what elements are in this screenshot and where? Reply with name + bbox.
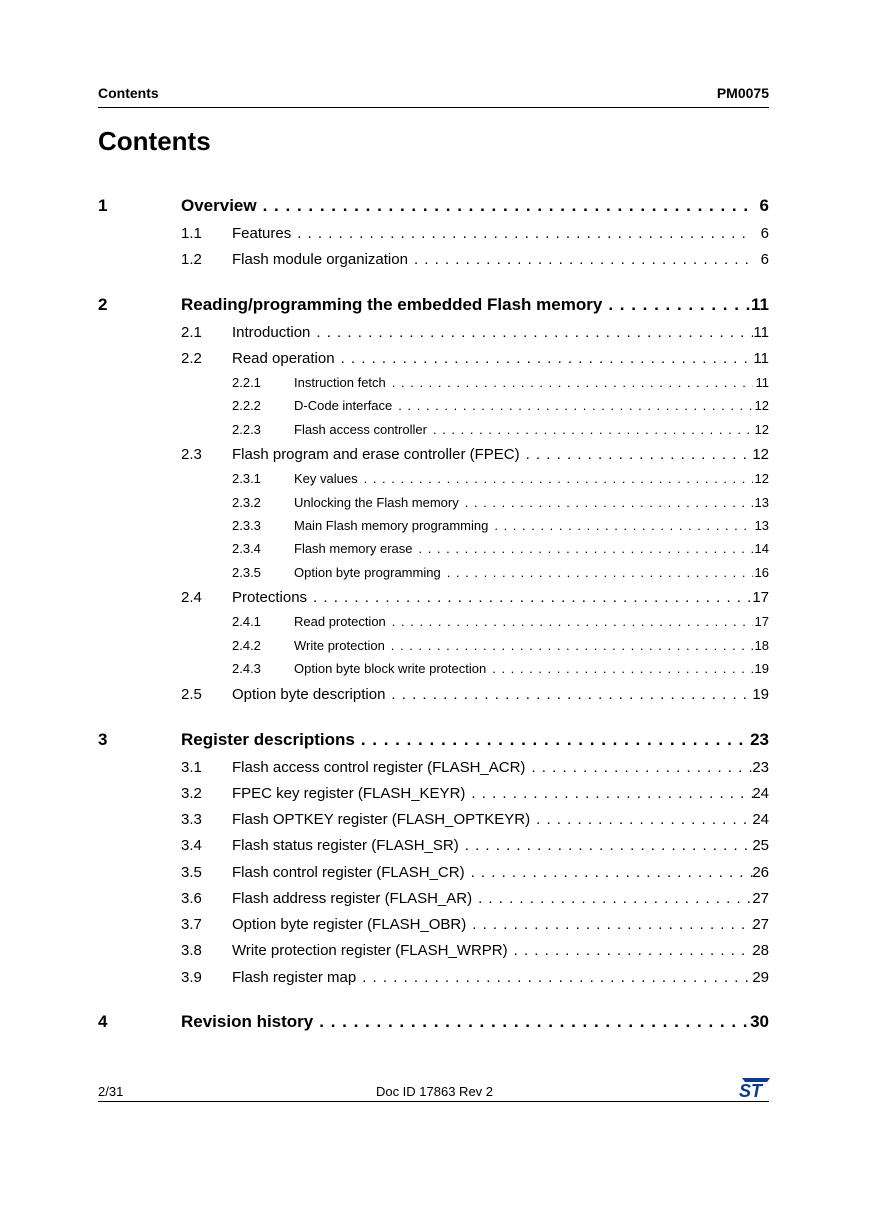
toc-entry[interactable] (0, 969, 869, 993)
toc-entry-number: 2.3.3 (232, 518, 261, 533)
toc-entry-number: 3.1 (181, 759, 202, 776)
toc-entry-title[interactable]: Option byte register (FLASH_OBR) (232, 916, 472, 933)
toc-entry[interactable] (0, 350, 869, 374)
header-section-label: Contents (98, 85, 159, 101)
toc-dot-leader (391, 686, 753, 703)
toc-entry-page: 12 (752, 446, 769, 463)
toc-entry-number: 2 (98, 295, 108, 314)
st-logo-icon (736, 1076, 770, 1100)
toc-dot-leader (319, 1012, 753, 1032)
toc-entry-page: 30 (750, 1012, 769, 1031)
toc-entry-page: 17 (754, 614, 769, 629)
toc-entry-page: 11 (753, 350, 769, 367)
toc-entry-page: 13 (754, 518, 769, 533)
toc-entry-page: 12 (754, 398, 769, 413)
toc-entry-title[interactable]: Overview (181, 196, 263, 216)
toc-entry-page: 13 (754, 495, 769, 510)
toc-entry[interactable] (0, 225, 869, 249)
toc-dot-leader (364, 471, 753, 486)
toc-dot-leader (447, 565, 753, 580)
toc-dot-leader (391, 638, 753, 653)
toc-entry-leader (232, 969, 753, 986)
toc-entry-leader (232, 446, 753, 463)
toc-dot-leader (514, 942, 753, 959)
footer-doc-id: Doc ID 17863 Rev 2 (375, 1084, 494, 1099)
toc-entry-page: 23 (750, 730, 769, 749)
toc-entry-leader (294, 565, 753, 580)
toc-entry-title[interactable]: Read operation (232, 350, 341, 367)
toc-dot-leader (316, 324, 753, 341)
toc-entry-title[interactable]: Reading/programming the embedded Flash memory (181, 295, 608, 315)
toc-entry-page: 28 (752, 942, 769, 959)
toc-entry[interactable] (0, 890, 869, 914)
toc-entry-number: 2.3.5 (232, 565, 261, 580)
footer-page-number: 2/31 (98, 1084, 124, 1099)
toc-entry-leader (181, 196, 753, 216)
toc-entry[interactable] (0, 589, 869, 613)
toc-entry-title[interactable]: Unlocking the Flash memory (294, 495, 465, 510)
toc-entry-title[interactable]: Write protection register (FLASH_WRPR) (232, 942, 514, 959)
toc-entry-leader (294, 471, 753, 486)
toc-entry-page: 12 (754, 471, 769, 486)
toc-entry-number: 2.2.3 (232, 422, 261, 437)
toc-entry-leader (294, 614, 753, 629)
toc-entry-leader (294, 495, 753, 510)
toc-entry-title[interactable]: D-Code interface (294, 398, 398, 413)
toc-dot-leader (392, 375, 753, 390)
toc-entry-number: 4 (98, 1012, 108, 1031)
toc-entry-page: 29 (752, 969, 769, 986)
toc-entry[interactable] (0, 638, 869, 662)
toc-entry[interactable] (0, 518, 869, 542)
toc-dot-leader (362, 969, 753, 986)
toc-dot-leader (494, 518, 753, 533)
toc-entry-page: 11 (755, 375, 769, 390)
toc-entry[interactable] (0, 375, 869, 399)
page-title: Contents (98, 126, 211, 156)
toc-entry-number: 3.5 (181, 864, 202, 881)
toc-entry[interactable] (0, 1012, 869, 1036)
toc-entry[interactable] (0, 398, 869, 422)
toc-dot-leader (465, 837, 753, 854)
toc-entry-number: 2.2.1 (232, 375, 261, 390)
toc-dot-leader (313, 589, 753, 606)
toc-entry-page: 6 (760, 251, 769, 268)
toc-entry-page: 24 (752, 811, 769, 828)
toc-entry-number: 2.4.1 (232, 614, 261, 629)
toc-entry-leader (232, 811, 753, 828)
st-logo-text: ST (739, 1081, 763, 1100)
toc-dot-leader (263, 196, 753, 216)
toc-entry-number: 2.4 (181, 589, 202, 606)
toc-entry-leader (181, 295, 753, 315)
toc-entry-title[interactable]: Features (232, 225, 297, 242)
toc-entry-number: 3 (98, 730, 108, 749)
toc-entry-title[interactable]: FPEC key register (FLASH_KEYR) (232, 785, 471, 802)
toc-entry-title[interactable]: Register descriptions (181, 730, 361, 750)
toc-entry-number: 2.3.1 (232, 471, 261, 486)
toc-entry-number: 3.8 (181, 942, 202, 959)
toc-entry-number: 2.2.2 (232, 398, 261, 413)
header-rule (98, 107, 769, 108)
toc-dot-leader (536, 811, 753, 828)
toc-entry-title[interactable]: Revision history (181, 1012, 319, 1032)
toc-entry-title[interactable]: Read protection (294, 614, 392, 629)
toc-entry-title[interactable]: Instruction fetch (294, 375, 392, 390)
toc-entry-leader (232, 785, 753, 802)
toc-entry-leader (232, 916, 753, 933)
toc-entry[interactable] (0, 251, 869, 275)
toc-entry-leader (294, 375, 753, 390)
toc-dot-leader (361, 730, 753, 750)
toc-entry-title[interactable]: Flash status register (FLASH_SR) (232, 837, 465, 854)
toc-dot-leader (392, 614, 753, 629)
toc-entry-number: 3.4 (181, 837, 202, 854)
toc-entry-leader (294, 541, 753, 556)
toc-entry[interactable] (0, 614, 869, 638)
toc-entry-leader (232, 759, 753, 776)
toc-dot-leader (465, 495, 753, 510)
toc-entry[interactable] (0, 785, 869, 809)
toc-entry-number: 1.2 (181, 251, 202, 268)
toc-entry-number: 2.1 (181, 324, 202, 341)
toc-entry-leader (232, 837, 753, 854)
toc-entry-number: 2.4.3 (232, 661, 261, 676)
toc-dot-leader (398, 398, 753, 413)
toc-entry[interactable] (0, 916, 869, 940)
toc-entry-title[interactable]: Introduction (232, 324, 316, 341)
toc-entry-leader (294, 518, 753, 533)
toc-entry-title[interactable]: Flash OPTKEY register (FLASH_OPTKEYR) (232, 811, 536, 828)
toc-entry-leader (232, 225, 753, 242)
toc-dot-leader (471, 864, 753, 881)
toc-dot-leader (471, 785, 753, 802)
toc-entry-leader (232, 324, 753, 341)
toc-entry-leader (232, 350, 753, 367)
toc-entry-page: 11 (753, 324, 769, 341)
toc-entry[interactable] (0, 864, 869, 888)
toc-entry-number: 3.9 (181, 969, 202, 986)
toc-entry-title[interactable]: Flash memory erase (294, 541, 418, 556)
toc-dot-leader (608, 295, 753, 315)
toc-entry[interactable] (0, 686, 869, 710)
toc-entry-page: 24 (752, 785, 769, 802)
toc-entry-title[interactable]: Flash program and erase controller (FPEC) (232, 446, 526, 463)
toc-entry-number: 3.6 (181, 890, 202, 907)
toc-entry-page: 19 (752, 686, 769, 703)
toc-entry-title[interactable]: Flash control register (FLASH_CR) (232, 864, 471, 881)
toc-entry-page: 16 (754, 565, 769, 580)
toc-entry-page: 18 (754, 638, 769, 653)
toc-entry[interactable] (0, 495, 869, 519)
toc-entry[interactable] (0, 837, 869, 861)
toc-entry-leader (181, 1012, 753, 1032)
toc-entry-title[interactable]: Flash access control register (FLASH_ACR) (232, 759, 531, 776)
toc-entry-title[interactable]: Flash address register (FLASH_AR) (232, 890, 478, 907)
toc-entry-leader (294, 398, 753, 413)
toc-entry-number: 2.3 (181, 446, 202, 463)
toc-entry-page: 6 (760, 225, 769, 242)
toc-entry[interactable] (0, 422, 869, 446)
toc-dot-leader (478, 890, 753, 907)
toc-entry-page: 17 (752, 589, 769, 606)
toc-entry[interactable] (0, 541, 869, 565)
toc-entry[interactable] (0, 324, 869, 348)
toc-entry-number: 2.3.2 (232, 495, 261, 510)
toc-entry[interactable] (0, 295, 869, 319)
footer-rule (98, 1101, 769, 1102)
toc-entry-title[interactable]: Option byte description (232, 686, 391, 703)
toc-entry-number: 3.2 (181, 785, 202, 802)
toc-entry-page: 27 (752, 890, 769, 907)
toc-entry[interactable] (0, 196, 869, 220)
toc-entry[interactable] (0, 730, 869, 754)
toc-dot-leader (341, 350, 753, 367)
toc-entry-title[interactable]: Flash register map (232, 969, 362, 986)
toc-dot-leader (433, 422, 753, 437)
toc-dot-leader (414, 251, 753, 268)
toc-entry-leader (181, 730, 753, 750)
toc-entry-title[interactable]: Main Flash memory programming (294, 518, 494, 533)
toc-dot-leader (418, 541, 753, 556)
toc-dot-leader (472, 916, 753, 933)
toc-entry-number: 2.4.2 (232, 638, 261, 653)
toc-entry-leader (294, 638, 753, 653)
toc-entry-number: 1.1 (181, 225, 202, 242)
toc-dot-leader (526, 446, 753, 463)
toc-entry-title[interactable]: Protections (232, 589, 313, 606)
toc-entry-title[interactable]: Flash access controller (294, 422, 433, 437)
toc-dot-leader (297, 225, 753, 242)
toc-entry[interactable] (0, 565, 869, 589)
toc-entry[interactable] (0, 471, 869, 495)
toc-entry[interactable] (0, 661, 869, 685)
toc-entry-number: 3.3 (181, 811, 202, 828)
toc-entry-number: 2.3.4 (232, 541, 261, 556)
toc-entry-number: 2.5 (181, 686, 202, 703)
toc-entry-page: 25 (752, 837, 769, 854)
toc-entry[interactable] (0, 446, 869, 470)
toc-entry-page: 12 (754, 422, 769, 437)
toc-entry-number: 2.2 (181, 350, 202, 367)
toc-entry-leader (232, 864, 753, 881)
toc-entry-leader (232, 251, 753, 268)
header-document-code: PM0075 (716, 85, 769, 101)
toc-entry-page: 19 (754, 661, 769, 676)
toc-entry-title[interactable]: Write protection (294, 638, 391, 653)
toc-entry-title[interactable]: Option byte programming (294, 565, 447, 580)
toc-entry[interactable] (0, 759, 869, 783)
toc-entry-leader (232, 589, 753, 606)
toc-entry-title[interactable]: Key values (294, 471, 364, 486)
toc-entry-leader (232, 942, 753, 959)
toc-entry-leader (294, 422, 753, 437)
toc-entry[interactable] (0, 811, 869, 835)
toc-entry[interactable] (0, 942, 869, 966)
toc-dot-leader (492, 661, 753, 676)
toc-entry-leader (294, 661, 753, 676)
toc-entry-title[interactable]: Option byte block write protection (294, 661, 492, 676)
toc-entry-page: 6 (759, 196, 769, 215)
toc-entry-title[interactable]: Flash module organization (232, 251, 414, 268)
toc-entry-number: 1 (98, 196, 108, 215)
toc-entry-page: 14 (754, 541, 769, 556)
toc-entry-page: 23 (752, 759, 769, 776)
toc-entry-number: 3.7 (181, 916, 202, 933)
toc-dot-leader (531, 759, 753, 776)
toc-entry-page: 11 (751, 295, 769, 314)
toc-entry-leader (232, 686, 753, 703)
toc-entry-page: 26 (752, 864, 769, 881)
toc-entry-page: 27 (752, 916, 769, 933)
toc-entry-leader (232, 890, 753, 907)
